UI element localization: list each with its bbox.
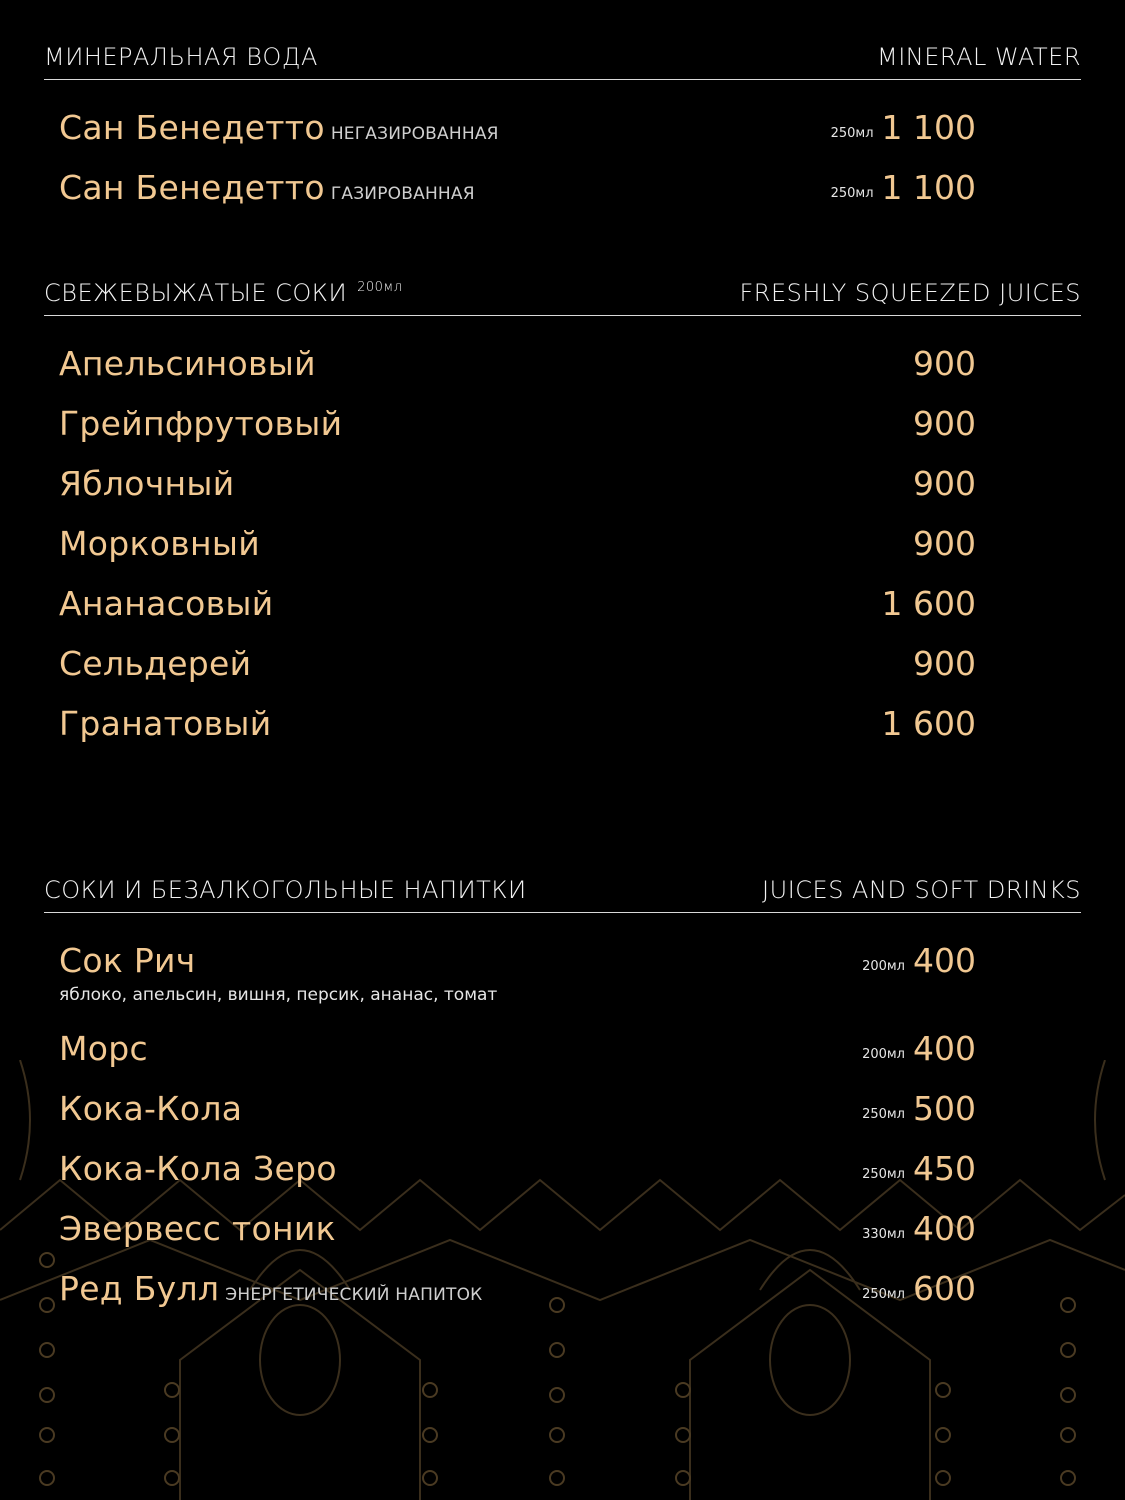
menu-item <box>59 941 976 1005</box>
menu-item <box>59 524 976 584</box>
menu-item <box>59 344 976 404</box>
menu-item <box>59 1269 976 1329</box>
item-name: Морковный <box>59 524 260 563</box>
menu-item <box>59 464 976 524</box>
item-name: Грейпфрутовый <box>59 404 343 443</box>
item-name: Гранатовый <box>59 704 272 743</box>
section-title-ru-wrap <box>44 279 403 307</box>
item-price: 900 <box>913 464 976 503</box>
item-name: Сок Рич <box>59 941 196 980</box>
section-title-ru: СОКИ И БЕЗАЛКОГОЛЬНЫЕ НАПИТКИ <box>44 876 527 904</box>
item-name: Морс <box>59 1029 148 1068</box>
item-price-wrap <box>862 1029 976 1068</box>
item-price-wrap <box>831 168 976 207</box>
item-name: Кока-Кола Зеро <box>59 1149 337 1188</box>
item-price: 400 <box>913 1029 976 1068</box>
menu-item <box>59 108 976 168</box>
item-price: 450 <box>913 1149 976 1188</box>
item-volume: 250мл <box>862 1107 905 1122</box>
item-volume: 330мл <box>862 1227 905 1242</box>
item-price-wrap <box>862 1149 976 1188</box>
item-price: 600 <box>913 1269 976 1308</box>
item-volume: 200мл <box>862 1047 905 1062</box>
item-name: Ред Булл <box>59 1269 220 1308</box>
section-title-en: MINERAL WATER <box>877 43 1081 71</box>
item-price: 1 100 <box>881 108 976 147</box>
menu-item <box>59 1209 976 1269</box>
item-price: 900 <box>913 404 976 443</box>
section-volume: 200мл <box>357 280 403 295</box>
section-title-ru: МИНЕРАЛЬНАЯ ВОДА <box>44 43 318 71</box>
menu-item <box>59 1149 976 1209</box>
item-name: Эвервесс тоник <box>59 1209 336 1248</box>
item-price: 500 <box>913 1089 976 1128</box>
item-volume: 250мл <box>830 126 874 141</box>
menu-item <box>59 168 976 228</box>
item-volume: 250мл <box>830 186 874 201</box>
item-price: 1 600 <box>881 704 976 743</box>
section-soft-drinks <box>44 876 1081 913</box>
section-header <box>44 43 1081 80</box>
section-header <box>44 279 1081 316</box>
item-name-wrap <box>59 168 475 207</box>
item-price: 400 <box>913 941 976 980</box>
item-name: Яблочный <box>59 464 235 503</box>
menu-item <box>59 404 976 464</box>
menu-item <box>59 584 976 644</box>
item-name: Сан Бенедетто <box>59 108 325 147</box>
item-price-wrap <box>862 1089 976 1128</box>
item-name-wrap <box>59 108 499 147</box>
item-name: Сан Бенедетто <box>59 168 325 207</box>
item-price: 900 <box>913 344 976 383</box>
section-title-en: FRESHLY SQUEEZED JUICES <box>739 279 1081 307</box>
item-price: 900 <box>913 644 976 683</box>
item-price-wrap <box>862 1269 976 1308</box>
menu-item <box>59 704 976 764</box>
menu-item <box>59 1029 976 1089</box>
item-description: яблоко, апельсин, вишня, персик, ананас, томат <box>59 985 498 1005</box>
item-note: ГАЗИРОВАННАЯ <box>330 184 475 204</box>
section-header <box>44 876 1081 913</box>
item-volume: 200мл <box>862 959 905 974</box>
item-price-wrap <box>831 108 976 147</box>
section-mineral-water <box>44 43 1081 80</box>
item-name: Апельсиновый <box>59 344 316 383</box>
item-name: Сельдерей <box>59 644 252 683</box>
item-name: Кока-Кола <box>59 1089 243 1128</box>
item-name-wrap <box>59 1269 482 1308</box>
menu-item <box>59 1089 976 1149</box>
section-title-ru: СВЕЖЕВЫЖАТЫЕ СОКИ <box>44 279 348 307</box>
item-price: 1 600 <box>881 584 976 623</box>
section-title-en: JUICES AND SOFT DRINKS <box>762 876 1081 904</box>
menu-item <box>59 644 976 704</box>
item-price: 900 <box>913 524 976 563</box>
item-price-wrap <box>862 941 976 980</box>
item-volume: 250мл <box>862 1287 905 1302</box>
item-note: НЕГАЗИРОВАННАЯ <box>330 124 499 144</box>
item-price: 1 100 <box>881 168 976 207</box>
item-price: 400 <box>913 1209 976 1248</box>
section-fresh-juices <box>44 279 1081 316</box>
item-price-wrap <box>862 1209 976 1248</box>
item-name: Ананасовый <box>59 584 274 623</box>
item-volume: 250мл <box>862 1167 905 1182</box>
item-note: ЭНЕРГЕТИЧЕСКИЙ НАПИТОК <box>225 1285 483 1305</box>
